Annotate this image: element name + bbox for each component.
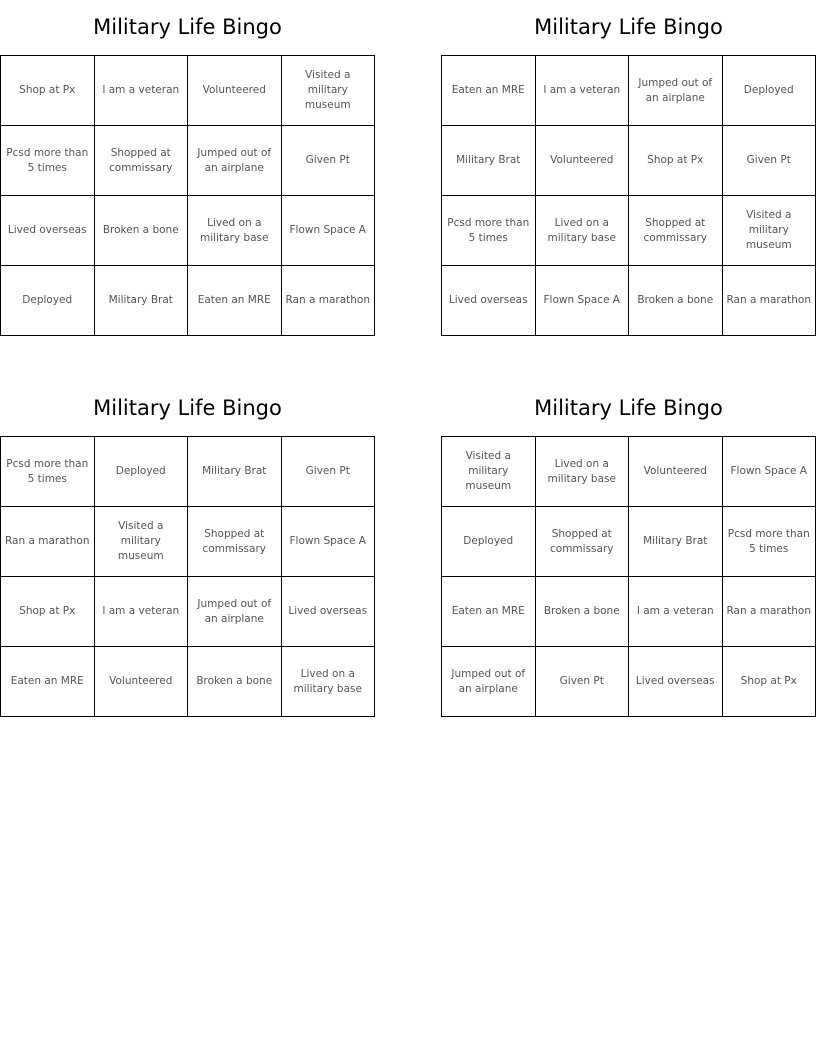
bingo-cell: Pcsd more than 5 times — [1, 437, 95, 507]
bingo-cell: Volunteered — [188, 56, 282, 126]
bingo-cell: Flown Space A — [281, 507, 375, 577]
bingo-cell: Visited a military museum — [94, 507, 188, 577]
bingo-cell: Visited a military museum — [442, 437, 536, 507]
bingo-row — [1, 126, 375, 196]
bingo-cell: Visited a military museum — [281, 56, 375, 126]
bingo-cell: Shop at Px — [1, 56, 95, 126]
bingo-cell: Given Pt — [722, 126, 816, 196]
bingo-cell: Pcsd more than 5 times — [442, 196, 536, 266]
bingo-cell: Lived overseas — [1, 196, 95, 266]
bingo-cell: Broken a bone — [535, 577, 629, 647]
bingo-cell: Jumped out of an airplane — [188, 577, 282, 647]
bingo-cell: Given Pt — [535, 647, 629, 717]
bingo-cell: I am a veteran — [94, 56, 188, 126]
bingo-cell: Shop at Px — [722, 647, 816, 717]
bingo-cell: Broken a bone — [188, 647, 282, 717]
bingo-cell: Volunteered — [629, 437, 723, 507]
bingo-row — [1, 196, 375, 266]
bingo-card — [0, 0, 375, 336]
bingo-cell: Military Brat — [629, 507, 723, 577]
bingo-row — [1, 647, 375, 717]
bingo-cell: Volunteered — [535, 126, 629, 196]
bingo-cell: Lived overseas — [442, 266, 536, 336]
bingo-cell: Flown Space A — [535, 266, 629, 336]
bingo-row — [442, 266, 816, 336]
bingo-cell: Shopped at commissary — [188, 507, 282, 577]
bingo-cell: Lived on a military base — [535, 437, 629, 507]
bingo-cell: Shopped at commissary — [629, 196, 723, 266]
bingo-cell: Military Brat — [94, 266, 188, 336]
bingo-cell: Deployed — [94, 437, 188, 507]
bingo-cell: Ran a marathon — [722, 266, 816, 336]
bingo-cell: Eaten an MRE — [442, 56, 536, 126]
card-title: Military Life Bingo — [93, 15, 282, 39]
bingo-cell: Military Brat — [188, 437, 282, 507]
bingo-row — [442, 196, 816, 266]
bingo-row — [1, 507, 375, 577]
bingo-row — [442, 647, 816, 717]
bingo-grid — [0, 55, 375, 336]
bingo-cell: Flown Space A — [722, 437, 816, 507]
bingo-cell: Shop at Px — [629, 126, 723, 196]
bingo-row — [442, 56, 816, 126]
bingo-row — [442, 577, 816, 647]
bingo-cell: Ran a marathon — [281, 266, 375, 336]
bingo-cell: I am a veteran — [94, 577, 188, 647]
bingo-cell: Military Brat — [442, 126, 536, 196]
bingo-cell: Pcsd more than 5 times — [1, 126, 95, 196]
bingo-cell: Flown Space A — [281, 196, 375, 266]
bingo-row — [1, 266, 375, 336]
bingo-row — [442, 437, 816, 507]
bingo-grid — [441, 55, 816, 336]
bingo-cell: Volunteered — [94, 647, 188, 717]
bingo-cell: Lived on a military base — [281, 647, 375, 717]
bingo-cell: Jumped out of an airplane — [188, 126, 282, 196]
bingo-cell: Shop at Px — [1, 577, 95, 647]
bingo-row — [442, 126, 816, 196]
bingo-cell: Shopped at commissary — [94, 126, 188, 196]
bingo-card — [0, 381, 375, 717]
bingo-cell: Deployed — [442, 507, 536, 577]
card-title: Military Life Bingo — [93, 396, 282, 420]
bingo-grid — [441, 436, 816, 717]
bingo-cell: Shopped at commissary — [535, 507, 629, 577]
bingo-cell: Ran a marathon — [1, 507, 95, 577]
bingo-cell: Broken a bone — [629, 266, 723, 336]
bingo-card — [441, 381, 816, 717]
bingo-cell: I am a veteran — [629, 577, 723, 647]
bingo-cell: Jumped out of an airplane — [442, 647, 536, 717]
bingo-row — [1, 577, 375, 647]
card-title: Military Life Bingo — [534, 396, 723, 420]
bingo-cell: Eaten an MRE — [1, 647, 95, 717]
card-title: Military Life Bingo — [534, 15, 723, 39]
bingo-cell: Lived overseas — [281, 577, 375, 647]
bingo-row — [1, 56, 375, 126]
bingo-cell: Pcsd more than 5 times — [722, 507, 816, 577]
bingo-grid — [0, 436, 375, 717]
bingo-cell: Lived on a military base — [535, 196, 629, 266]
bingo-row — [442, 507, 816, 577]
bingo-cell: Ran a marathon — [722, 577, 816, 647]
bingo-row — [1, 437, 375, 507]
bingo-cell: Visited a military museum — [722, 196, 816, 266]
bingo-cell: Lived on a military base — [188, 196, 282, 266]
bingo-cell: Broken a bone — [94, 196, 188, 266]
bingo-card — [441, 0, 816, 336]
bingo-cell: Jumped out of an airplane — [629, 56, 723, 126]
bingo-cell: Given Pt — [281, 437, 375, 507]
bingo-cell: Deployed — [722, 56, 816, 126]
bingo-cell: Eaten an MRE — [442, 577, 536, 647]
bingo-cell: Eaten an MRE — [188, 266, 282, 336]
bingo-cell: Given Pt — [281, 126, 375, 196]
bingo-cell: Lived overseas — [629, 647, 723, 717]
bingo-cell: Deployed — [1, 266, 95, 336]
bingo-cell: I am a veteran — [535, 56, 629, 126]
